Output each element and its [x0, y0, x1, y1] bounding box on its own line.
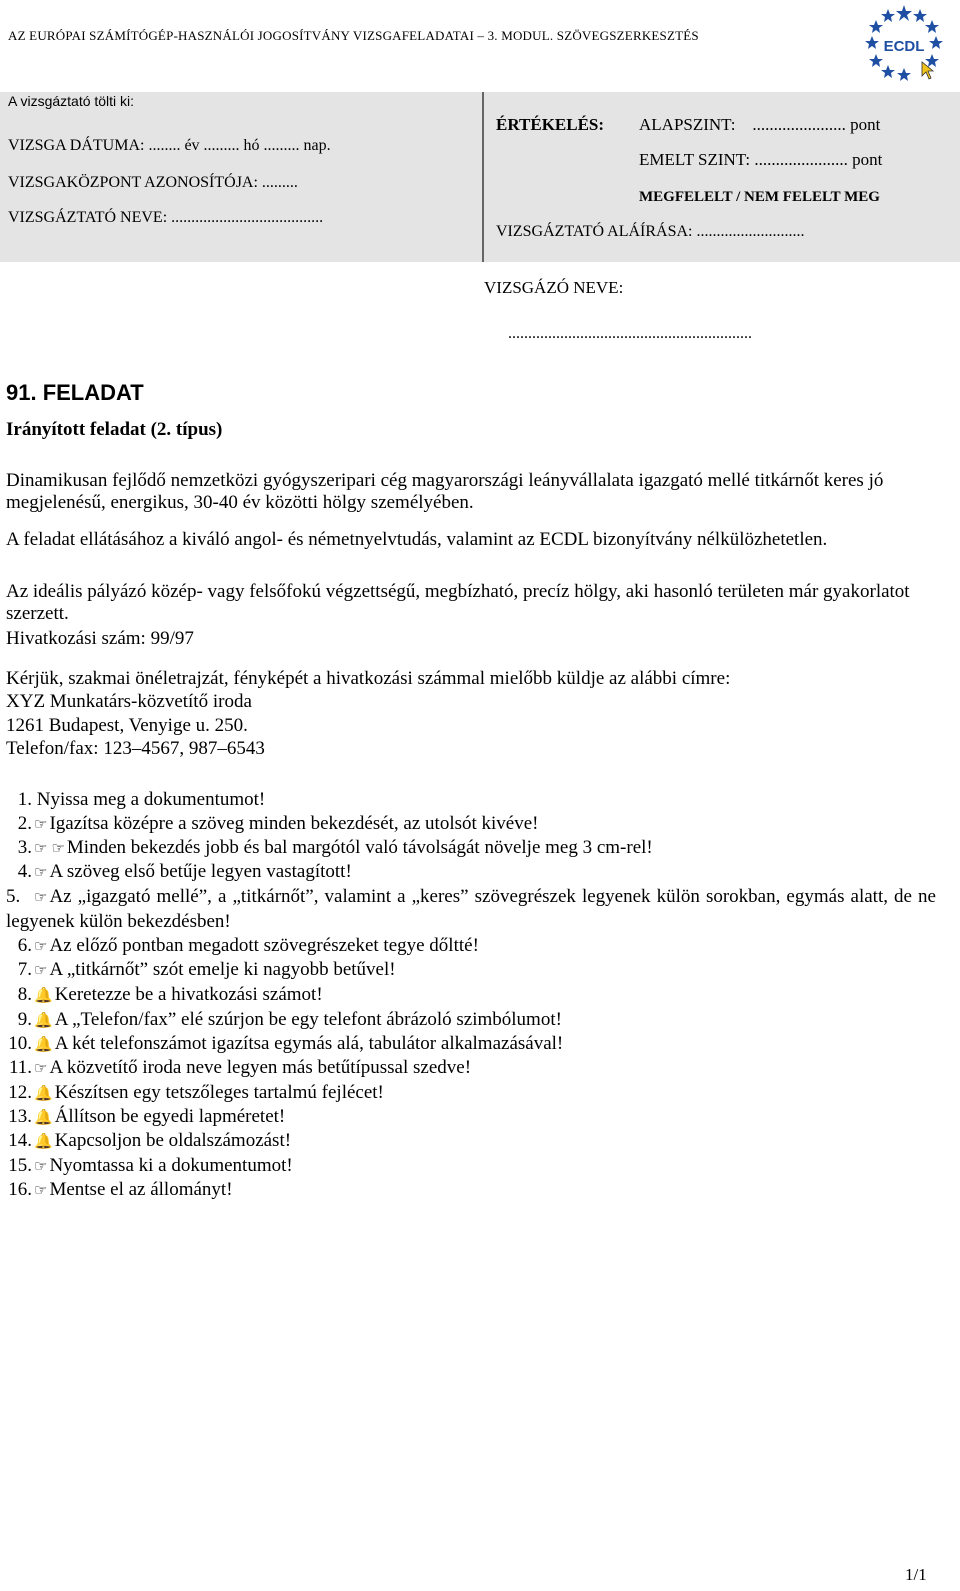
- document-header-title: AZ EURÓPAI SZÁMÍTÓGÉP-HASZNÁLÓI JOGOSÍTVÁNY VIZSGAFELADATAI – 3. MODUL. SZÖVEGSZERKESZTÉS: [8, 28, 699, 43]
- logo-star: [881, 65, 895, 78]
- step-item: 8. 🔔 Keretezze be a hivatkozási számot!: [6, 983, 936, 1008]
- hand-pointing-icon: ☞: [34, 1061, 48, 1077]
- hand-pointing-icon: ☞: [34, 963, 48, 979]
- hand-pointing-icon: ☞: [51, 841, 65, 857]
- bell-icon: 🔔: [34, 1134, 53, 1150]
- reference-number: Hivatkozási szám: 99/97: [6, 628, 194, 649]
- candidate-name-label: VIZSGÁZÓ NEVE:: [484, 278, 624, 297]
- step-item: 2. ☞ Igazítsa középre a szöveg minden bekezdését, az utolsót kivéve!: [6, 812, 936, 837]
- bell-icon: 🔔: [34, 1086, 53, 1102]
- logo-star: [869, 54, 883, 67]
- bell-icon: 🔔: [34, 1110, 53, 1126]
- step-item: 5. ☞ Az „igazgató mellé”, a „titkárnőt”, valamint a „keres” szövegrészek legyenek külön sorokban, egymás alatt, de ne legyenek külön bekezdésben!: [6, 886, 936, 932]
- step-item: 9. 🔔 A „Telefon/fax” elé szúrjon be egy telefont ábrázoló szimbólumot!: [6, 1008, 936, 1033]
- examiner-signature-field: VIZSGÁZTATÓ ALÁÍRÁSA: ...........................: [496, 223, 805, 240]
- task-paragraph: Az ideális pályázó közép- vagy felsőfokú végzettségű, megbízható, precíz hölgy, aki hasonló területen már gyakorlatot szerzett.: [6, 581, 910, 624]
- hand-pointing-icon: ☞: [34, 817, 48, 833]
- result-field: MEGFELELT / NEM FELELT MEG: [639, 189, 880, 205]
- logo-star: [925, 20, 939, 33]
- bell-icon: 🔔: [34, 988, 53, 1004]
- step-item: 6. ☞ Az előző pontban megadott szövegrészeket tegye dőltté!: [6, 934, 936, 959]
- task-subtitle: Irányított feladat (2. típus): [6, 419, 223, 440]
- address-intro: Kérjük, szakmai önéletrajzát, fényképét a hivatkozási számmal mielőbb küldje az alábbi címre:: [6, 668, 731, 689]
- bell-icon: 🔔: [34, 1013, 53, 1029]
- step-item: 14. 🔔 Kapcsoljon be oldalszámozást!: [6, 1129, 936, 1154]
- ecdl-logo: [862, 2, 946, 86]
- bell-icon: 🔔: [34, 1037, 53, 1053]
- exam-date-field: VIZSGA DÁTUMA: ........ év ......... hó ......... nap.: [8, 137, 331, 154]
- logo-star: [896, 5, 912, 21]
- hand-pointing-icon: ☞: [34, 1183, 48, 1199]
- advanced-level-field: EMELT SZINT: ...................... pont: [639, 150, 883, 169]
- examiner-name-field: VIZSGÁZTATÓ NEVE: ......................................: [8, 209, 324, 226]
- hand-pointing-icon: ☞: [34, 865, 48, 881]
- step-item: 3. ☞ ☞ Minden bekezdés jobb és bal margótól való távolságát növelje meg 3 cm-rel!: [6, 836, 936, 861]
- basic-level-field: ALAPSZINT: ...................... pont: [639, 115, 881, 134]
- mouse-cursor-icon: [922, 62, 933, 79]
- logo-star: [925, 54, 939, 67]
- task-title: 91. FELADAT: [6, 380, 144, 405]
- hand-pointing-icon: ☞: [34, 890, 48, 906]
- logo-star: [929, 36, 943, 49]
- logo-star: [869, 20, 883, 33]
- logo-star: [897, 68, 911, 81]
- page-number: 1/1: [905, 1565, 927, 1584]
- step-item: 15. ☞ Nyomtassa ki a dokumentumot!: [6, 1154, 936, 1179]
- evaluation-label: ÉRTÉKELÉS:: [496, 115, 605, 134]
- candidate-name-dots: .............................................................: [508, 325, 752, 342]
- logo-star: [913, 9, 927, 22]
- examiner-intro: A vizsgáztató tölti ki:: [8, 93, 135, 109]
- task-paragraph: Dinamikusan fejlődő nemzetközi gyógyszeripari cég magyarországi leányvállalata igazgató mellé titkárnőt keres jó megjelenésű, energikus, 30-40 év közötti hölgy személyében.: [6, 470, 884, 513]
- panel-divider: [482, 92, 484, 262]
- step-item: 7. ☞ A „titkárnőt” szót emelje ki nagyobb betűvel!: [6, 958, 936, 983]
- hand-pointing-icon: ☞: [34, 841, 48, 857]
- task-paragraph: A feladat ellátásához a kiváló angol- és németnyelvtudás, valamint az ECDL bizonyítvány nélkülözhetetlen.: [6, 529, 828, 550]
- step-item: 4. ☞ A szöveg első betűje legyen vastagított!: [6, 860, 936, 885]
- svg-text:ECDL: ECDL: [883, 38, 925, 55]
- step-item: 12. 🔔 Készítsen egy tetszőleges tartalmú fejlécet!: [6, 1081, 936, 1106]
- step-item: 13. 🔔 Állítson be egyedi lapméretet!: [6, 1105, 936, 1130]
- step-item: 16. ☞ Mentse el az állományt!: [6, 1178, 936, 1203]
- logo-star: [881, 9, 895, 22]
- hand-pointing-icon: ☞: [34, 939, 48, 955]
- agency-name: XYZ Munkatárs-közvetítő iroda: [6, 691, 252, 712]
- step-item: 11. ☞ A közvetítő iroda neve legyen más betűtípussal szedve!: [6, 1056, 936, 1081]
- step-item: 1. Nyissa meg a dokumentumot!: [17, 789, 266, 810]
- logo-star: [865, 36, 879, 49]
- agency-phone: Telefon/fax: 123–4567, 987–6543: [6, 738, 265, 759]
- step-item: 10. 🔔 A két telefonszámot igazítsa egymás alá, tabulátor alkalmazásával!: [6, 1032, 936, 1057]
- agency-address: 1261 Budapest, Venyige u. 250.: [6, 715, 248, 736]
- center-id-field: VIZSGAKÖZPONT AZONOSÍTÓJA: .........: [8, 174, 298, 191]
- hand-pointing-icon: ☞: [34, 1159, 48, 1175]
